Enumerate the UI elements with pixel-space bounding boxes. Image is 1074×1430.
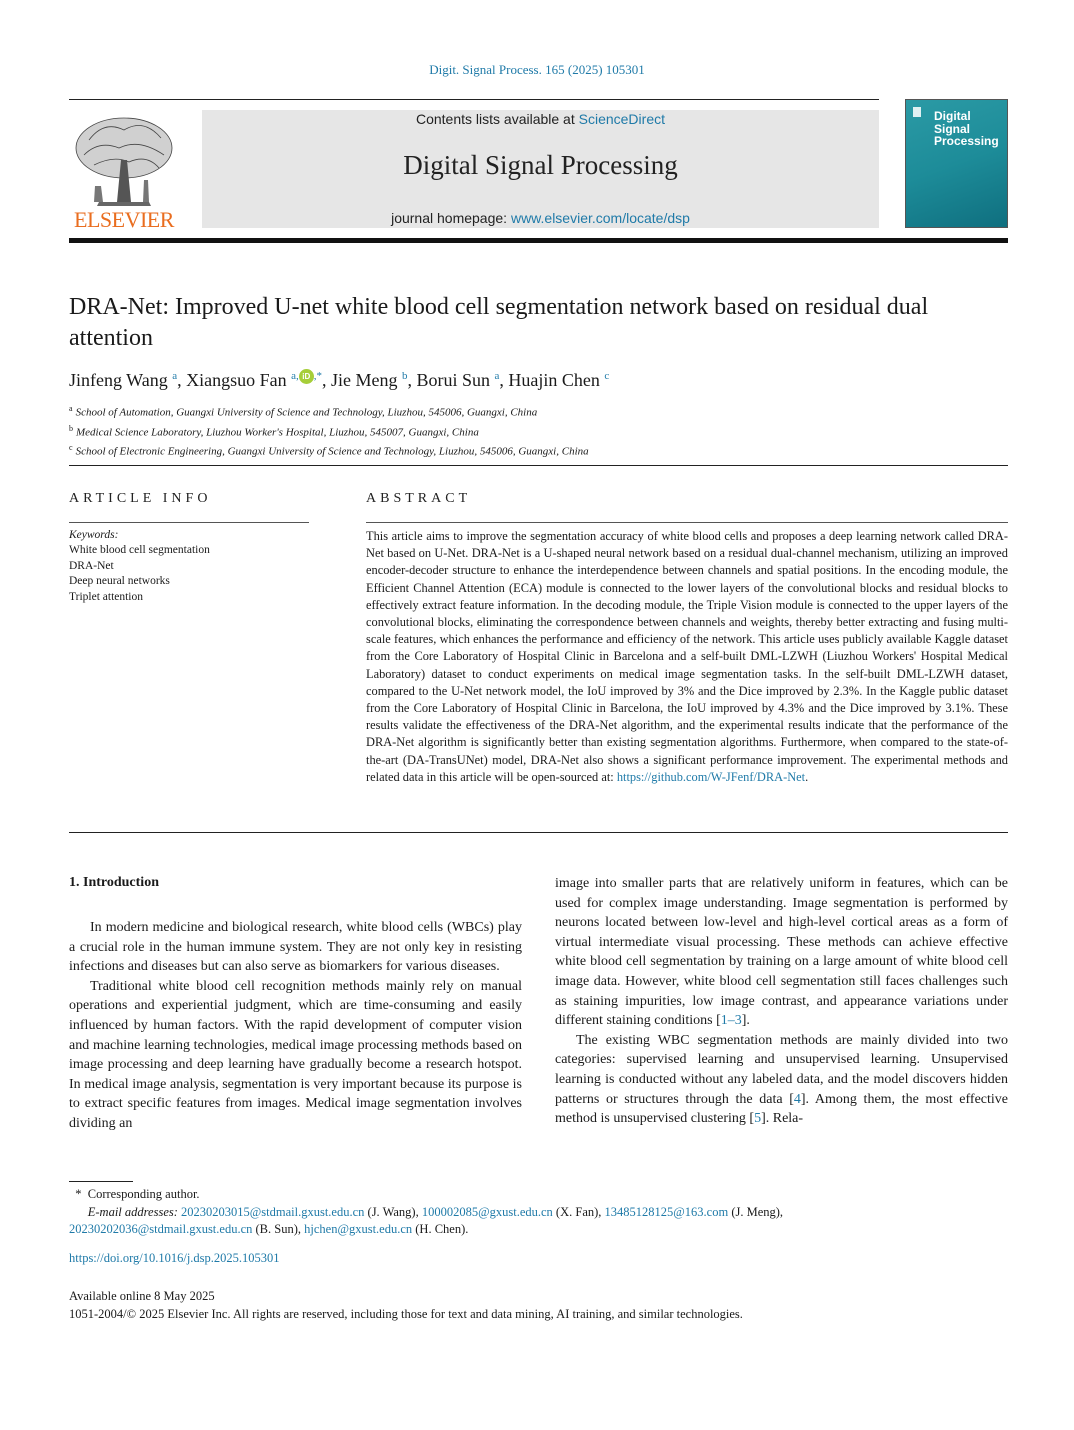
doi-link[interactable]: https://doi.org/10.1016/j.dsp.2025.105301 xyxy=(69,1251,280,1265)
affiliation-rule xyxy=(69,465,1008,466)
keyword-item: Triplet attention xyxy=(69,590,144,603)
journal-citation[interactable] xyxy=(0,62,1074,78)
paragraph-text: ]. Among them, the most effective method is unsupervised clustering [ xyxy=(555,1091,1009,1127)
copyright-line: 1051-2004/© 2025 Elsevier Inc. All rights are reserved, including those for text and data mining, AI training, and similar technologies. xyxy=(69,1306,743,1321)
body-column-right xyxy=(555,874,1008,1129)
journal-name: Digital Signal Processing xyxy=(403,150,678,180)
email-link[interactable]: 20230203015@stdmail.gxust.edu.cn xyxy=(181,1204,365,1219)
author-affil-mark[interactable]: a, xyxy=(291,370,299,382)
cover-logo-icon xyxy=(912,106,922,118)
homepage-prefix: journal homepage: xyxy=(391,210,511,226)
author-list: Jinfeng Wang $^a$, Xiangsuo Fan $^{a,}$ iD ,*, Jie Meng $^b$, Borui Sun $^a$, Huajin Chen $^c$ xyxy=(69,370,610,390)
paragraph-text: image into smaller parts that are relatively uniform in features, which can be used for complex image understanding. Image segmentation is performed by neurons located between low-level and high-level cortical areas as a form of virtual intermediate visual processing. These methods can achieve effective white blood cell segmentation by training on a large amount of white blood cell image data. However, white blood cell segmentation still faces challenges such as staining impurities, low image contrast, and appearance variations under different staining conditions [ xyxy=(555,876,1008,1029)
abstract-rule xyxy=(366,522,1008,523)
keyword-item: White blood cell segmentation xyxy=(69,544,210,557)
affiliation-text: School of Automation, Guangxi University of Science and Technology, Liuzhou, 545006, Guangxi, China xyxy=(75,406,538,419)
affiliations xyxy=(69,401,969,460)
email-line xyxy=(69,1221,1009,1239)
author-name[interactable]: Xiangsuo Fan xyxy=(186,370,287,390)
homepage-link[interactable]: www.elsevier.com/locate/dsp xyxy=(510,210,690,226)
email-owner: (J. Wang), xyxy=(364,1204,422,1219)
footnote-rule xyxy=(69,1181,133,1182)
cover-title-line-1: Digital xyxy=(934,109,971,123)
abstract-bottom-rule xyxy=(69,832,1008,833)
author-name[interactable]: Huajin Chen xyxy=(508,370,600,390)
email-link[interactable]: 13485128125@163.com xyxy=(604,1204,729,1219)
footnote xyxy=(69,1186,1009,1239)
affiliation-text: Medical Science Laboratory, Liuzhou Worker's Hospital, Liuzhou, 545007, Guangxi, China xyxy=(76,426,479,439)
reference-link[interactable]: 5 xyxy=(754,1111,762,1127)
author-affil-mark[interactable]: b xyxy=(401,370,408,382)
header-bottom-rule xyxy=(69,238,1008,243)
keyword-item: Deep neural networks xyxy=(69,575,170,588)
reference-link[interactable]: 4 xyxy=(793,1091,801,1107)
author-name[interactable]: Jinfeng Wang xyxy=(69,370,168,390)
keywords-label: Keywords: xyxy=(69,529,119,541)
author-name[interactable]: Borui Sun xyxy=(416,370,490,390)
cover-title xyxy=(934,110,1006,148)
abstract-heading: ABSTRACT xyxy=(366,491,472,506)
article-info-rule xyxy=(69,522,309,523)
paragraph-text: The existing WBC segmentation methods are mainly divided into two categories: supervised learning and unsupervised learning. Unsupervised learning is conducted without any labeled data, and the model discovers hidden patterns or structures through the data [ xyxy=(555,1032,1008,1107)
available-online: Available online 8 May 2025 xyxy=(69,1289,215,1303)
contents-line xyxy=(202,111,879,127)
github-link[interactable]: https://github.com/W-JFenf/DRA-Net xyxy=(616,769,806,784)
email-line xyxy=(69,1204,1009,1222)
publication-info xyxy=(69,1288,1009,1323)
publisher-name: ELSEVIER xyxy=(74,207,174,232)
header-top-rule xyxy=(69,99,879,100)
affiliation-item xyxy=(69,401,969,421)
contents-prefix: Contents lists available at xyxy=(415,111,579,127)
email-owner: (B. Sun), xyxy=(252,1222,305,1236)
email-link[interactable]: hjchen@gxust.edu.cn xyxy=(304,1222,413,1236)
citation-link[interactable]: Digit. Signal Process. 165 (2025) 105301 xyxy=(429,62,645,77)
section-title-introduction: 1. Introduction xyxy=(69,875,159,890)
affiliation-mark: a xyxy=(69,404,73,413)
affiliation-item xyxy=(69,440,969,460)
paragraph-text: ]. Rela- xyxy=(761,1111,804,1127)
article-title: DRA-Net: Improved U-net white blood cell segmentation network based on residual dual attention xyxy=(69,294,929,351)
corresponding-mark[interactable]: ,* xyxy=(313,370,322,382)
email-label: E-mail addresses: xyxy=(87,1204,178,1219)
article-info-heading: ARTICLE INFO xyxy=(69,491,212,506)
author-name[interactable]: Jie Meng xyxy=(330,370,398,390)
email-owner: (J. Meng), xyxy=(728,1204,784,1219)
corresponding-note xyxy=(69,1186,1009,1204)
email-link[interactable]: 100002085@gxust.edu.cn xyxy=(421,1204,553,1219)
cover-title-line-2: Signal xyxy=(934,121,971,136)
email-owner: (X. Fan), xyxy=(552,1204,605,1219)
keyword-item: DRA-Net xyxy=(69,559,114,572)
homepage-line xyxy=(202,210,879,226)
reference-link[interactable]: 1–3 xyxy=(720,1013,742,1029)
body-column-left xyxy=(69,918,522,1134)
affiliation-text: School of Electronic Engineering, Guangxi University of Science and Technology, Liuzhou, 545006, Guangxi, China xyxy=(75,445,589,458)
footnote-star: * xyxy=(75,1187,82,1201)
corresponding-label: Corresponding author. xyxy=(87,1187,200,1201)
author-affil-mark[interactable]: a xyxy=(494,370,500,382)
affiliation-mark: c xyxy=(69,443,73,453)
abstract-body xyxy=(366,528,1008,786)
affiliation-item xyxy=(69,421,969,441)
paragraph: In modern medicine and biological research, white blood cells (WBCs) play a crucial role in the human immune system. They are not only key in resisting infections and diseases but can also serve as biomarkers for various diseases. xyxy=(69,920,522,975)
abstract-end: . xyxy=(805,769,809,784)
sciencedirect-link[interactable]: ScienceDirect xyxy=(578,111,665,127)
paragraph xyxy=(555,874,1008,1031)
email-owner: (H. Chen). xyxy=(412,1222,469,1236)
cover-title-line-3: Processing xyxy=(934,134,999,148)
orcid-icon[interactable]: iD xyxy=(299,369,314,384)
affiliation-mark: b xyxy=(69,423,73,433)
paragraph-text: ]. xyxy=(741,1013,750,1029)
paragraph: Traditional white blood cell recognition methods mainly rely on manual operations and experiential judgment, which are time-consuming and easily influenced by human factors. With the rapid development of computer vision and machine learning technologies, medical image processing methods based on image processing and deep learning have gradually become a research hotspot. In medical image analysis, segmentation is very important because its purpose is to extract specific features from images. Medical image segmentation involves dividing an xyxy=(69,978,522,1131)
keywords-block xyxy=(69,528,329,605)
abstract-text: This article aims to improve the segmentation accuracy of white blood cells and proposes a deep learning network called DRA-Net based on U-Net. DRA-Net is a U-shaped neural network based on a residual dual-channel mechanism, utilizing an improved encoder-decoder structure to enhance the interdependence between channels and spatial positions. In the encoding module, the Efficient Channel Attention (ECA) module is connected to the lower layers of the convolutional blocks and residual blocks to effectively extract feature information. In the decoding module, the Triple Vision module is connected to the upper layers of the convolutional blocks, eliminating the correspondence between channels and weights, thereby better extracting and fusing multi-scale features, which enhances the performance and efficiency of the network. This article uses publicly available Kaggle dataset from the Core Laboratory of Hospital Clinic in Barcelona and a self-built DML-LZWH (Liuzhou Workers' Hospital Medical Laboratory) dataset to conduct experiments on medical image segmentation tasks. In the self-built DML-LZWH dataset, compared to the U-Net network model, the IoU improved by 3% and the Dice improved by 2.3%. In the Kaggle public dataset from the Core Laboratory of Hospital Clinic in Barcelona, the IoU improved by 4.3% and the Dice improved by 3.1%. These results validate the effectiveness of the DRA-Net algorithm, and the experimental results indicate that the performance of the DRA-Net algorithm is significantly better than existing segmentation algorithms. Furthermore, when compared to the state-of-the-art (DA-TransUNet) model, DRA-Net also shows a significant performance improvement. The experimental methods and related data in this article will be open-sourced at: xyxy=(366,529,1008,784)
email-link[interactable]: 20230202036@stdmail.gxust.edu.cn xyxy=(69,1222,253,1236)
author-affil-mark[interactable]: a xyxy=(172,370,178,382)
author-affil-mark[interactable]: c xyxy=(604,370,610,382)
paragraph xyxy=(555,1031,1008,1129)
